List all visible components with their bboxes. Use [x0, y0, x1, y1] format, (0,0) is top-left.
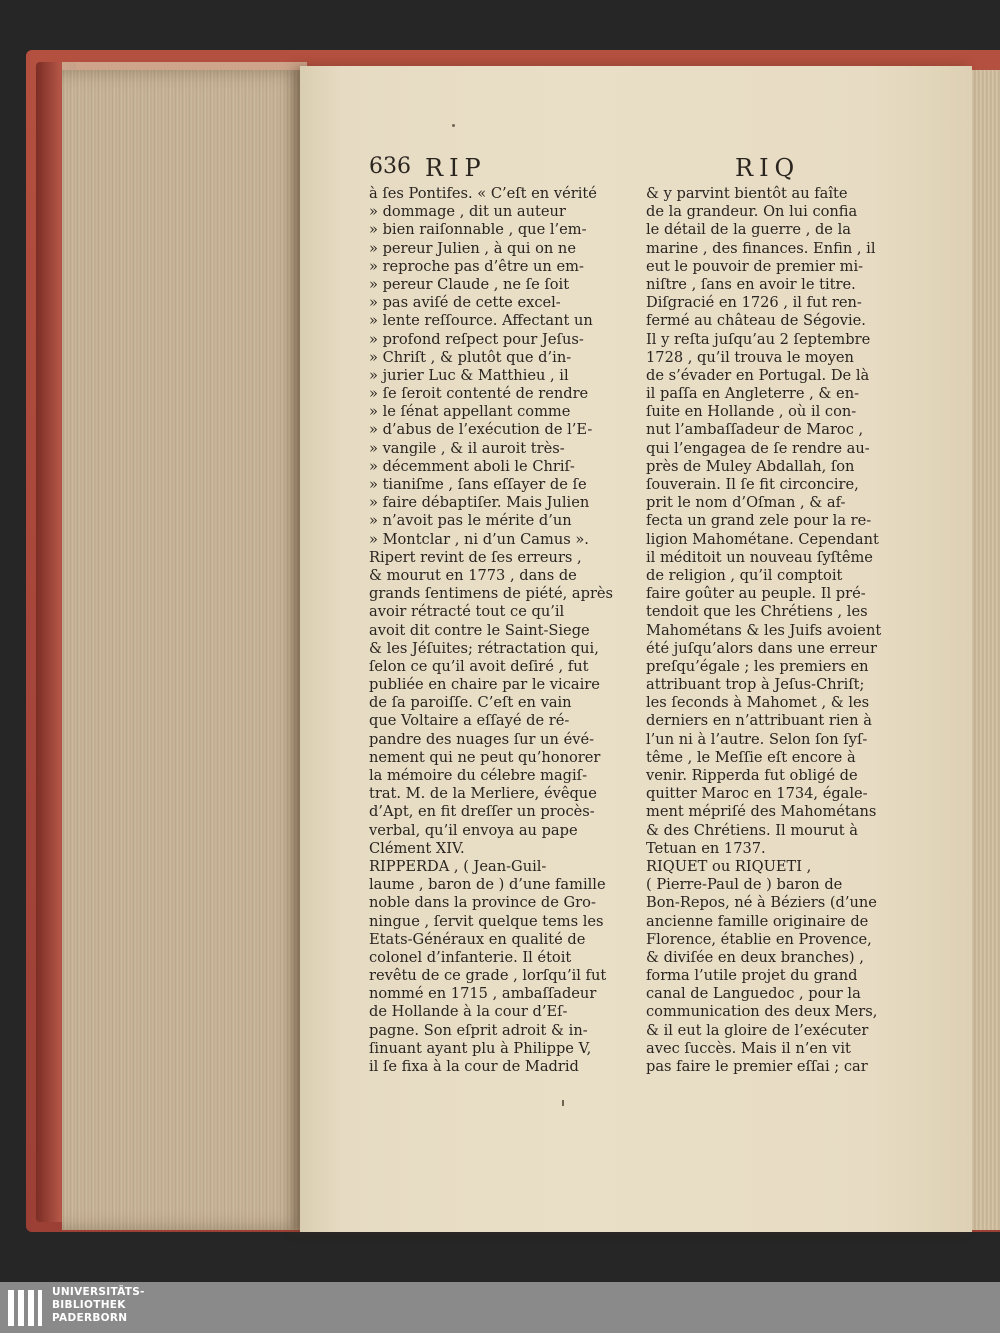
text-line: » profond reſpect pour Jeſus-: [369, 330, 584, 348]
text-line: » n’avoit pas le mérite d’un: [369, 512, 572, 530]
text-line: avec ſuccès. Mais il n’en vit: [646, 1039, 851, 1057]
text-line: pas faire le premier eſſai ; car: [646, 1058, 868, 1075]
logo-line-1: UNIVERSITÄTS-: [52, 1286, 145, 1298]
text-line: faire goûter au peuple. Il pré-: [646, 585, 866, 603]
ink-speck: [452, 124, 455, 127]
text-line: » vangile , & il auroit très-: [369, 439, 565, 457]
library-logo-text: [52, 1286, 172, 1325]
text-line: ancienne famille originaire de: [646, 912, 869, 930]
text-line: Diſgracié en 1726 , il fut ren-: [646, 294, 862, 312]
text-line: » décemment aboli le Chriſ-: [369, 457, 575, 475]
text-line: la mémoire du célebre magiſ-: [369, 767, 587, 784]
text-line: » le ſénat appellant comme: [369, 403, 571, 421]
text-line: à ſes Pontifes. « C’eſt en vérité: [369, 185, 597, 202]
text-line: laume , baron de ) d’une famille: [369, 876, 606, 894]
text-line: Ripert revint de ſes erreurs ,: [369, 548, 582, 566]
text-line: venir. Ripperda fut obligé de: [646, 767, 858, 784]
text-line: colonel d’infanterie. Il étoit: [369, 948, 572, 966]
text-line: » pas aviſé de cette excel-: [369, 294, 561, 312]
text-line: quitter Maroc en 1734, égale-: [646, 785, 868, 803]
text-line: Florence, établie en Provence,: [646, 930, 872, 948]
text-line: Bon-Repos, né à Béziers (d’une: [646, 894, 877, 912]
text-line: » pereur Claude , ne ſe ſoit: [369, 275, 570, 293]
text-line: » ſe ſeroit contenté de rendre: [369, 385, 589, 403]
text-line: » reproche pas d’être un em-: [369, 257, 584, 275]
text-line: de ſa paroiſſe. C’eſt en vain: [369, 694, 572, 712]
text-line: » bien raiſonnable , que l’em-: [369, 221, 587, 239]
text-line: de religion , qu’il comptoit: [646, 566, 843, 584]
text-line: RIPPERDA , ( Jean-Guil-: [369, 857, 547, 875]
text-line: il paſſa en Angleterre , & en-: [646, 385, 860, 403]
text-line: & diviſée en deux branches) ,: [646, 948, 864, 966]
text-line: ſelon ce qu’il avoit deſiré , fut: [369, 657, 589, 675]
text-line: Clément XIV.: [369, 839, 465, 857]
text-line: ningue , ſervit quelque tems les: [369, 912, 604, 930]
text-line: nement qui ne peut qu’honorer: [369, 748, 601, 766]
text-line: nut l’ambaſſadeur de Maroc ,: [646, 421, 864, 439]
text-line: noble dans la province de Gro-: [369, 894, 596, 912]
text-line: ſouverain. Il ſe fit circoncire,: [646, 476, 859, 493]
text-line: publiée en chaire par le vicaire: [369, 676, 600, 694]
text-line: » pereur Julien , à qui on ne: [369, 239, 576, 257]
text-line: Il y reſta juſqu’au 2 ſeptembre: [646, 330, 871, 348]
text-line: fecta un grand zele pour la re-: [646, 512, 872, 530]
page-number: 636: [369, 154, 411, 179]
text-line: ſuite en Hollande , où il con-: [646, 403, 857, 421]
text-line: avoir rétracté tout ce qu’il: [369, 603, 565, 621]
text-line: niſtre , ſans en avoir le titre.: [646, 275, 856, 293]
library-logo-icon: [6, 1286, 44, 1330]
text-line: il méditoit un nouveau ſyſtême: [646, 548, 873, 566]
text-line: ( Pierre-Paul de ) baron de: [646, 876, 843, 894]
text-line: pandre des nuages ſur un évé-: [369, 730, 595, 748]
text-line: & mourut en 1773 , dans de: [369, 566, 577, 584]
text-line: marine , des finances. Enfin , il: [646, 239, 876, 257]
text-line: Mahométans & les Juifs avoient: [646, 621, 882, 639]
text-line: pagne. Son eſprit adroit & in-: [369, 1021, 588, 1039]
page-block-edges: [62, 70, 307, 1230]
text-line: » Montclar , ni d’un Camus ».: [369, 530, 589, 548]
text-line: qui l’engagea de ſe rendre au-: [646, 439, 870, 457]
logo-line-3: PADERBORN: [52, 1312, 128, 1324]
text-line: de la grandeur. On lui confia: [646, 203, 858, 221]
text-line: l’un ni à l’autre. Selon ſon ſyſ-: [646, 730, 868, 748]
text-line: ment mépriſé des Mahométans: [646, 803, 877, 821]
ink-speck: [562, 1100, 564, 1106]
text-line: 1728 , qu’il trouva le moyen: [646, 348, 854, 366]
text-line: près de Muley Abdallah, ſon: [646, 457, 855, 475]
text-line: » jurier Luc & Matthieu , il: [369, 366, 569, 384]
text-line: il ſe fixa à la cour de Madrid: [369, 1058, 579, 1075]
text-line: Tetuan en 1737.: [646, 839, 766, 857]
text-line: verbal, qu’il envoya au pape: [369, 821, 578, 839]
text-line: » lente reſſource. Affectant un: [369, 312, 593, 330]
text-line: & des Chrétiens. Il mourut à: [646, 821, 858, 839]
text-line: d’Apt, en fit dreſſer un procès-: [369, 803, 595, 821]
text-line: Etats-Généraux en qualité de: [369, 930, 586, 948]
text-line: forma l’utile projet du grand: [646, 967, 858, 985]
text-line: fermé au château de Ségovie.: [646, 312, 866, 330]
text-line: » Chriſt , & plutôt que d’in-: [369, 348, 572, 366]
text-line: » d’abus de l’exécution de l’E-: [369, 421, 593, 439]
text-line: & y parvint bientôt au faîte: [646, 185, 848, 202]
text-line: ligion Mahométane. Cependant: [646, 530, 879, 548]
text-line: tême , le Meſſie eſt encore à: [646, 748, 856, 766]
text-line: » tianiſme , ſans eſſayer de ſe: [369, 476, 587, 493]
text-column-left: [369, 185, 631, 1076]
text-line: & il eut la gloire de l’exécuter: [646, 1021, 869, 1039]
text-line: » dommage , dit un auteur: [369, 203, 566, 221]
text-line: & les Jéſuites; rétractation qui,: [369, 639, 599, 657]
text-line: canal de Languedoc , pour la: [646, 985, 861, 1003]
text-line: avoit dit contre le Saint-Siege: [369, 621, 590, 639]
text-line: les ſeconds à Mahomet , & les: [646, 694, 870, 712]
text-line: de s’évader en Portugal. De là: [646, 366, 870, 384]
text-line: tendoit que les Chrétiens , les: [646, 603, 868, 621]
text-line: ſinuant ayant plu à Philippe V,: [369, 1039, 592, 1057]
text-line: » faire débaptiſer. Mais Julien: [369, 494, 590, 512]
logo-line-2: BIBLIOTHEK: [52, 1299, 126, 1311]
text-line: attribuant trop à Jeſus-Chriſt;: [646, 676, 865, 694]
running-head-right: RIQ: [735, 154, 801, 182]
text-line: le détail de la guerre , de la: [646, 221, 851, 239]
text-line: que Voltaire a eſſayé de ré-: [369, 712, 570, 730]
text-line: eut le pouvoir de premier mi-: [646, 257, 864, 275]
text-line: communication des deux Mers,: [646, 1003, 878, 1021]
text-line: été juſqu’alors dans une erreur: [646, 639, 877, 657]
text-line: prit le nom d’Oſman , & af-: [646, 494, 846, 512]
text-line: derniers en n’attribuant rien à: [646, 712, 872, 730]
running-head-left: RIP: [425, 154, 487, 182]
text-line: grands ſentimens de piété, après: [369, 585, 614, 603]
text-line: nommé en 1715 , ambaſſadeur: [369, 985, 597, 1003]
text-line: de Hollande à la cour d’Eſ-: [369, 1003, 568, 1021]
text-column-right: [646, 185, 892, 1076]
text-line: preſqu’égale ; les premiers en: [646, 657, 869, 675]
text-line: RIQUET ou RIQUETI ,: [646, 857, 812, 875]
text-line: trat. M. de la Merliere, évêque: [369, 785, 597, 803]
text-line: revêtu de ce grade , lorſqu’il fut: [369, 967, 607, 985]
